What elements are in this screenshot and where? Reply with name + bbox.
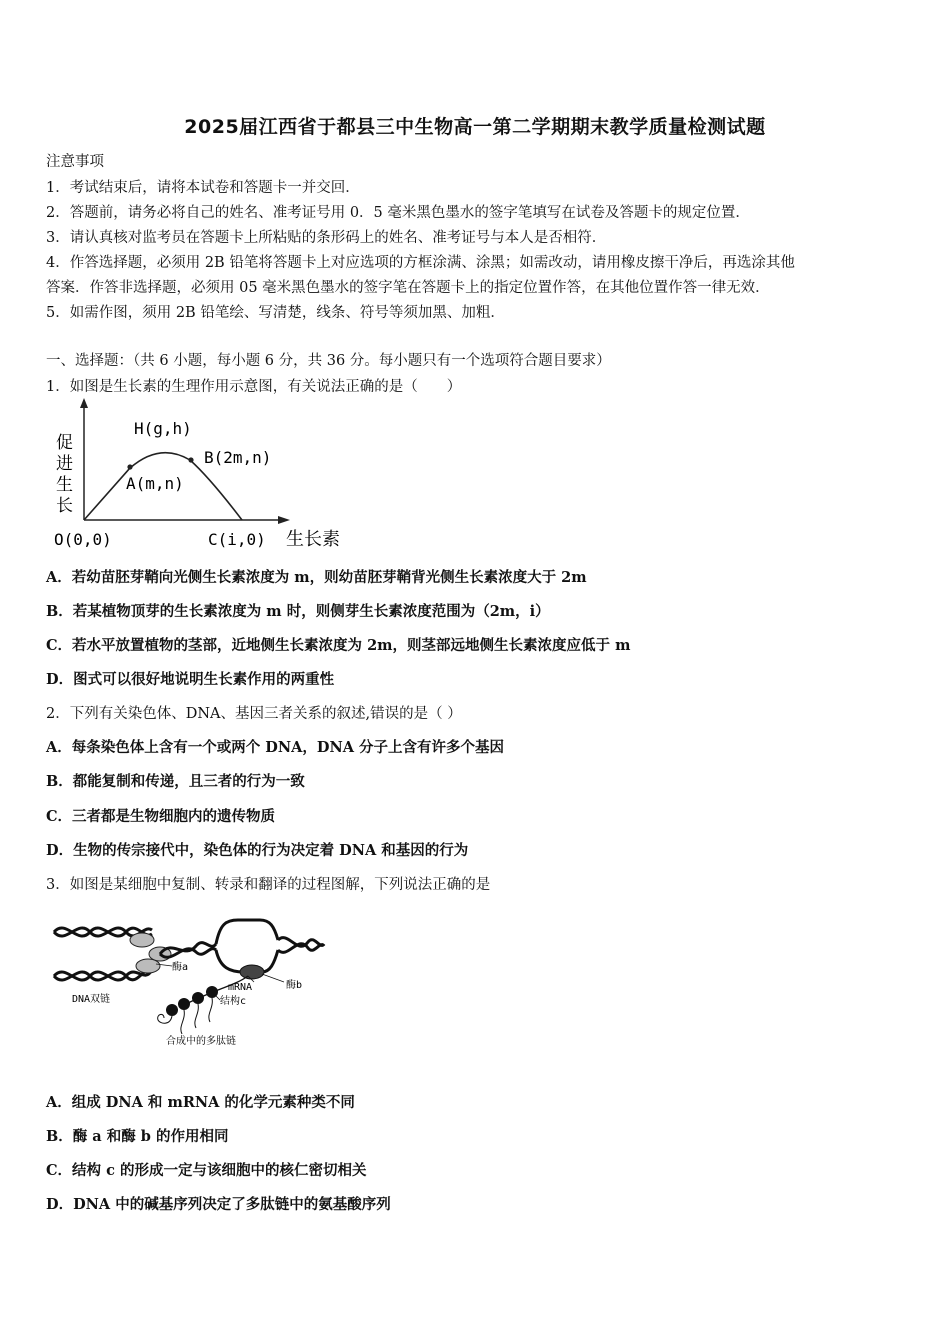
section-heading: 一、选择题：（共 6 小题，每小题 6 分，共 36 分。每小题只有一个选项符合题目要求） xyxy=(46,353,611,369)
notice-item-3: 3．请认真核对监考员在答题卡上所粘贴的条形码上的姓名、准考证号与本人是否相符． xyxy=(46,230,607,246)
page-title: 2025届江西省于都县三中生物高一第二学期期末教学质量检测试题 xyxy=(184,116,766,138)
question-3-option-c: C．结构 c 的形成一定与该细胞中的核仁密切相关 xyxy=(46,1162,367,1179)
question-2-option-a: A．每条染色体上含有一个或两个 DNA，DNA 分子上含有许多个基因 xyxy=(46,739,505,756)
question-1-option-b: B．若某植物顶芽的生长素浓度为 m 时，则侧芽生长素浓度范围为（2m，i） xyxy=(46,603,550,620)
point-h-label: H(g,h) xyxy=(134,419,192,438)
mrna-label: mRNA xyxy=(228,982,253,993)
question-2-option-c: C．三者都是生物细胞内的遗传物质 xyxy=(46,808,276,825)
point-b-label: B(2m,n) xyxy=(204,448,272,467)
notice-item-4: 4．作答选择题，必须用 2B 铅笔将答题卡上对应选项的方框涂满、涂黑；如需改动，请用橡皮擦干净后，再选涂其他 xyxy=(46,255,795,271)
y-axis-char-2: 进 xyxy=(56,454,73,474)
question-2-stem: 2．下列有关染色体、DNA、基因三者关系的叙述,错误的是（ ） xyxy=(46,706,462,722)
question-3-option-b: B．酶 a 和酶 b 的作用相同 xyxy=(46,1128,229,1145)
notice-item-4-cont: 答案．作答非选择题，必须用 05 毫米黑色墨水的签字笔在答题卡上的指定位置作答，在其他位置作答一律无效． xyxy=(46,280,770,296)
y-axis-char-1: 促 xyxy=(56,433,73,453)
y-axis-char-4: 长 xyxy=(56,496,73,516)
structure-c-label: 结构c xyxy=(220,996,247,1007)
question-1-stem: 1．如图是生长素的生理作用示意图，有关说法正确的是（ ） xyxy=(46,379,462,395)
replication-translation-figure xyxy=(48,910,328,1050)
dna-double-strand-label: DNA双链 xyxy=(72,994,111,1005)
notice-item-5: 5．如需作图，须用 2B 铅笔绘、写清楚，线条、符号等须加黑、加粗． xyxy=(46,305,505,321)
question-3-stem: 3．如图是某细胞中复制、转录和翻译的过程图解，下列说法正确的是 xyxy=(46,877,491,893)
enzyme-b-label: 酶b xyxy=(286,980,303,991)
question-3-option-d: D．DNA 中的碱基序列决定了多肽链中的氨基酸序列 xyxy=(46,1196,391,1213)
polypeptide-label: 合成中的多肽链 xyxy=(166,1036,236,1047)
question-1-option-a: A．若幼苗胚芽鞘向光侧生长素浓度为 m，则幼苗胚芽鞘背光侧生长素浓度大于 2m xyxy=(46,569,587,586)
question-1-option-d: D．图式可以很好地说明生长素作用的两重性 xyxy=(46,671,335,688)
point-c-label: C(i,0) xyxy=(208,530,266,549)
x-axis-label: 生长素 xyxy=(286,529,340,550)
question-2-option-d: D．生物的传宗接代中，染色体的行为决定着 DNA 和基因的行为 xyxy=(46,842,469,859)
notice-item-2: 2．答题前，请务必将自己的姓名、准考证号用 0．5 毫米黑色墨水的签字笔填写在试卷及答题卡的规定位置． xyxy=(46,205,750,221)
notice-item-1: 1．考试结束后，请将本试卷和答题卡一并交回． xyxy=(46,180,360,196)
point-a-label: A(m,n) xyxy=(126,474,184,493)
origin-label: O(0,0) xyxy=(54,530,112,549)
question-2-option-b: B．都能复制和传递，且三者的行为一致 xyxy=(46,773,305,790)
question-3-option-a: A．组成 DNA 和 mRNA 的化学元素种类不同 xyxy=(46,1094,355,1111)
enzyme-a-label: 酶a xyxy=(172,962,189,973)
y-axis-char-3: 生 xyxy=(56,475,73,495)
question-1-option-c: C．若水平放置植物的茎部，近地侧生长素浓度为 2m，则茎部远地侧生长素浓度应低于 m xyxy=(46,637,631,654)
auxin-curve-figure xyxy=(48,398,368,558)
notice-heading: 注意事项 xyxy=(46,154,104,170)
